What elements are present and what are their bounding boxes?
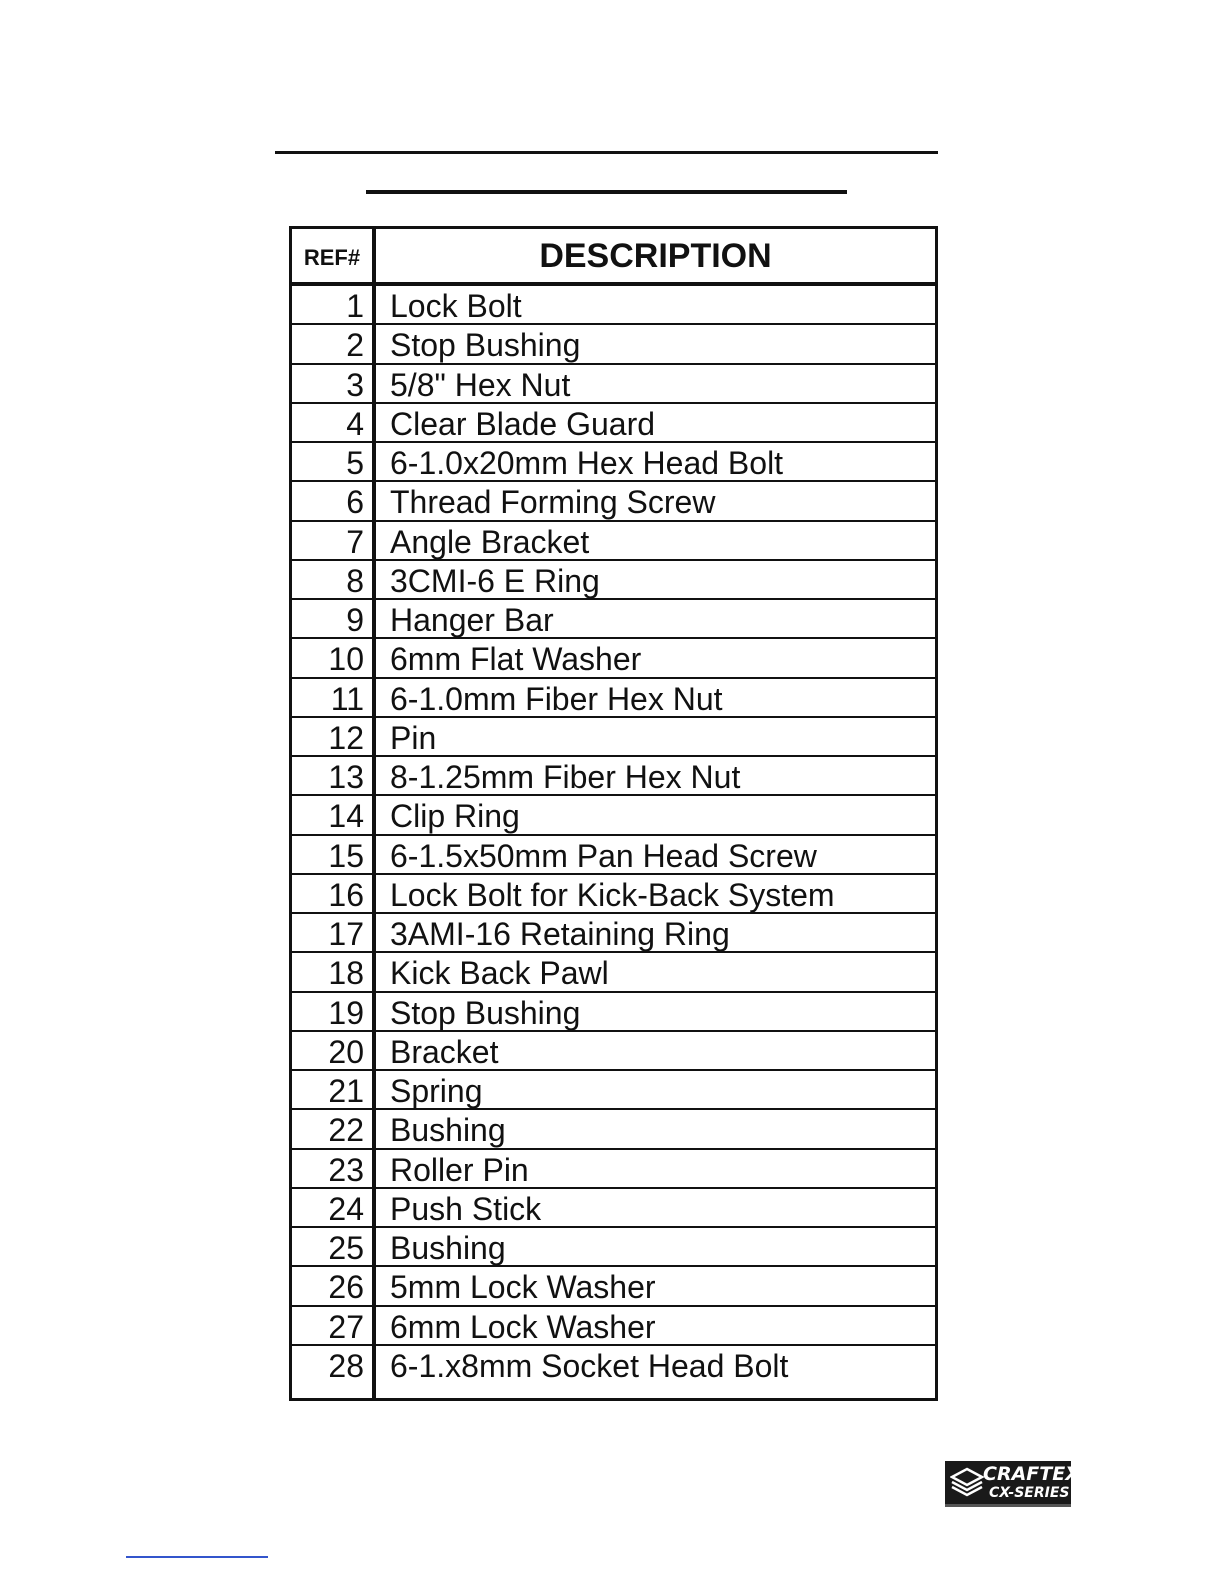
table-row	[292, 1110, 935, 1149]
cell-ref: 19	[328, 994, 364, 1031]
table-row	[292, 365, 935, 404]
table-row	[292, 914, 935, 953]
craftex-logo	[945, 1461, 1080, 1507]
cell-ref: 10	[328, 641, 364, 678]
table-row	[292, 953, 935, 992]
cell-ref: 11	[330, 680, 364, 717]
cell-ref: 21	[328, 1073, 364, 1109]
cell-description: 3AMI-16 Retaining Ring	[390, 916, 730, 952]
cell-ref: 24	[328, 1190, 364, 1227]
table-row	[292, 1032, 935, 1071]
cell-description: Bracket	[390, 1033, 499, 1070]
table-row	[292, 836, 935, 875]
table-header	[292, 229, 935, 286]
cell-description: 8-1.25mm Fiber Hex Nut	[390, 759, 741, 795]
cell-description: 6-1.0x20mm Hex Head Bolt	[390, 445, 784, 481]
cell-description: 6-1.0mm Fiber Hex Nut	[390, 680, 723, 717]
table-row	[292, 325, 935, 364]
top-rule	[275, 151, 938, 154]
table-row	[292, 639, 935, 678]
table-row	[292, 443, 935, 482]
cell-description: 6mm Lock Washer	[390, 1308, 656, 1345]
table-row	[292, 522, 935, 561]
cell-ref: 16	[328, 876, 364, 913]
cell-ref: 27	[328, 1308, 364, 1345]
cell-description: Lock Bolt for Kick-Back System	[390, 876, 835, 913]
cell-description: Thread Forming Screw	[390, 484, 716, 521]
table-row	[292, 286, 935, 325]
cell-ref: 7	[346, 523, 364, 560]
craftex-logo-icon	[950, 1467, 984, 1497]
cell-description: Push Stick	[390, 1190, 542, 1227]
cell-ref: 6	[346, 484, 364, 521]
cell-description: Spring	[390, 1073, 483, 1109]
table-row	[292, 1307, 935, 1346]
table-row	[292, 404, 935, 443]
table-row	[292, 796, 935, 835]
cell-ref: 3	[346, 366, 364, 403]
cell-description: Angle Bracket	[390, 523, 590, 560]
table-row	[292, 600, 935, 639]
cell-ref: 18	[328, 955, 364, 992]
cell-description: Lock Bolt	[390, 288, 522, 324]
footer-link-underline[interactable]	[126, 1556, 268, 1558]
cell-description: 5mm Lock Washer	[390, 1269, 656, 1306]
cell-description: Roller Pin	[390, 1151, 529, 1188]
cell-ref: 15	[328, 837, 364, 874]
cell-description: 6mm Flat Washer	[390, 641, 642, 678]
header-ref: REF#	[303, 245, 361, 270]
cell-description: Bushing	[390, 1112, 506, 1149]
cell-ref: 28	[328, 1347, 364, 1384]
cell-description: Clear Blade Guard	[390, 405, 656, 442]
table-row	[292, 1346, 935, 1385]
parts-table	[289, 226, 938, 1401]
cell-description: Bushing	[390, 1230, 506, 1266]
cell-ref: 26	[328, 1269, 364, 1306]
table-row	[292, 993, 935, 1032]
cell-ref: 20	[328, 1033, 364, 1070]
cell-description: 3CMI-6 E Ring	[390, 562, 600, 599]
cell-ref: 9	[346, 602, 364, 638]
cell-ref: 14	[328, 798, 364, 835]
cell-description: Stop Bushing	[390, 994, 581, 1031]
cell-description: 5/8" Hex Nut	[390, 366, 571, 403]
table-row	[292, 1189, 935, 1228]
cell-description: Kick Back Pawl	[390, 955, 609, 992]
cell-ref: 1	[346, 288, 364, 324]
cell-description: Stop Bushing	[390, 327, 581, 364]
cell-ref: 23	[328, 1151, 364, 1188]
logo-brand: CRAFTEX	[983, 1463, 1080, 1485]
cell-ref: 22	[328, 1112, 364, 1149]
table-row	[292, 1228, 935, 1267]
table-body	[292, 286, 935, 1398]
table-row	[292, 1150, 935, 1189]
cell-ref: 4	[346, 405, 364, 442]
table-row	[292, 561, 935, 600]
cell-ref: 5	[346, 445, 364, 481]
cell-description: 6-1.x8mm Socket Head Bolt	[390, 1347, 789, 1384]
cell-ref: 12	[328, 719, 364, 756]
cell-ref: 8	[346, 562, 364, 599]
table-row	[292, 757, 935, 796]
logo-series: CX-SERIES	[989, 1485, 1070, 1501]
cell-description: Pin	[390, 719, 437, 756]
cell-ref: 25	[328, 1230, 364, 1266]
table-row	[292, 679, 935, 718]
cell-description: Hanger Bar	[390, 602, 554, 638]
table-row	[292, 1071, 935, 1110]
cell-description: 6-1.5x50mm Pan Head Screw	[390, 837, 817, 874]
header-description: DESCRIPTION	[539, 237, 772, 275]
cell-ref: 17	[328, 916, 364, 952]
table-row	[292, 1267, 935, 1306]
table-row	[292, 875, 935, 914]
cell-description: Clip Ring	[390, 798, 520, 835]
table-row	[292, 718, 935, 757]
table-row	[292, 482, 935, 521]
title-underline	[366, 190, 847, 194]
cell-ref: 13	[328, 759, 364, 795]
cell-ref: 2	[346, 327, 364, 364]
